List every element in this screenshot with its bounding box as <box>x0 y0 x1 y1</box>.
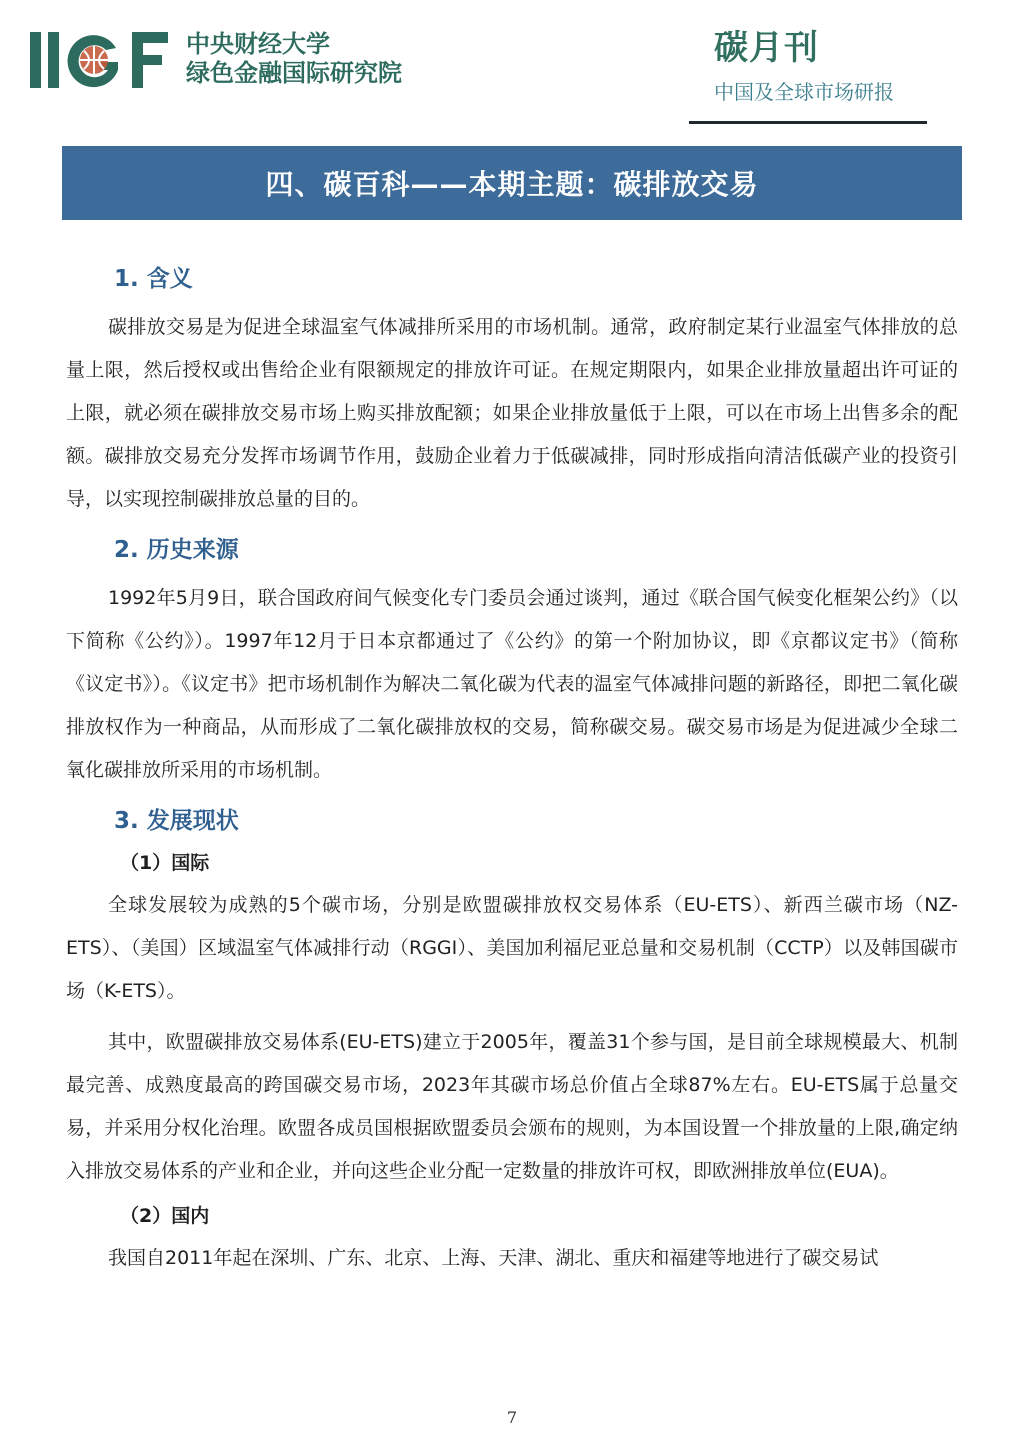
subheading-domestic: （2）国内 <box>120 1205 210 1227</box>
org-name <box>186 30 402 88</box>
paragraph-domestic-1: 我国自2011年起在深圳、广东、北京、上海、天津、湖北、重庆和福建等地进行了碳交易试 <box>108 1247 879 1269</box>
page-header <box>0 0 1024 140</box>
journal-block <box>714 26 894 106</box>
header-rule <box>689 121 927 124</box>
journal-title: 碳月刊 <box>714 28 819 68</box>
section-heading-meaning: 1. 含义 <box>114 266 193 292</box>
org-name-line2: 绿色金融国际研究院 <box>186 59 402 87</box>
iigf-logo <box>30 28 170 92</box>
paragraph-international-1: 全球发展较为成熟的5个碳市场，分别是欧盟碳排放权交易体系（EU-ETS）、新西兰碳市场（NZ-ETS）、（美国）区域温室气体减排行动（RGGI）、美国加利福尼亚总量和交易机制（CCTP）以及韩国碳市场（K-ETS）。 <box>66 894 958 1002</box>
section-heading-history: 2. 历史来源 <box>114 537 239 563</box>
org-name-line1: 中央财经大学 <box>186 30 330 58</box>
section-heading-status: 3. 发展现状 <box>114 808 239 834</box>
article-body <box>66 250 958 1284</box>
journal-subtitle: 中国及全球市场研报 <box>714 80 894 104</box>
subheading-international: （1）国际 <box>120 852 210 874</box>
page-number: 7 <box>506 1408 518 1427</box>
paragraph-history: 1992年5月9日，联合国政府间气候变化专门委员会通过谈判，通过《联合国气候变化框架公约》（以下简称《公约》）。1997年12月于日本京都通过了《公约》的第一个附加协议，即《京都议定书》（简称《议定书》）。《议定书》把市场机制作为解决二氧化碳为代表的温室气体减排问题的新路径，即把二氧化碳排放权作为一种商品，从而形成了二氧化碳排放权的交易，简称碳交易。碳交易市场是为促进减少全球二氧化碳排放所采用的市场机制。 <box>66 587 958 781</box>
paragraph-meaning: 碳排放交易是为促进全球温室气体减排所采用的市场机制。通常，政府制定某行业温室气体排放的总量上限，然后授权或出售给企业有限额规定的排放许可证。在规定期限内，如果企业排放量超出许可证的上限，就必须在碳排放交易市场上购买排放配额；如果企业排放量低于上限，可以在市场上出售多余的配额。碳排放交易充分发挥市场调节作用，鼓励企业着力于低碳减排，同时形成指向清洁低碳产业的投资引导，以实现控制碳排放总量的目的。 <box>66 316 958 510</box>
paragraph-international-2: 其中，欧盟碳排放交易体系(EU-ETS)建立于2005年，覆盖31个参与国，是目前全球规模最大、机制最完善、成熟度最高的跨国碳交易市场，2023年其碳市场总价值占全球87%左右。EU-ETS属于总量交易，并采用分权化治理。欧盟各成员国根据欧盟委员会颁布的规则，为本国设置一个排放量的上限,确定纳入排放交易体系的产业和企业，并向这些企业分配一定数量的排放许可权，即欧洲排放单位(EUA)。 <box>66 1031 958 1182</box>
section-banner: 四、碳百科——本期主题：碳排放交易 <box>62 146 962 220</box>
